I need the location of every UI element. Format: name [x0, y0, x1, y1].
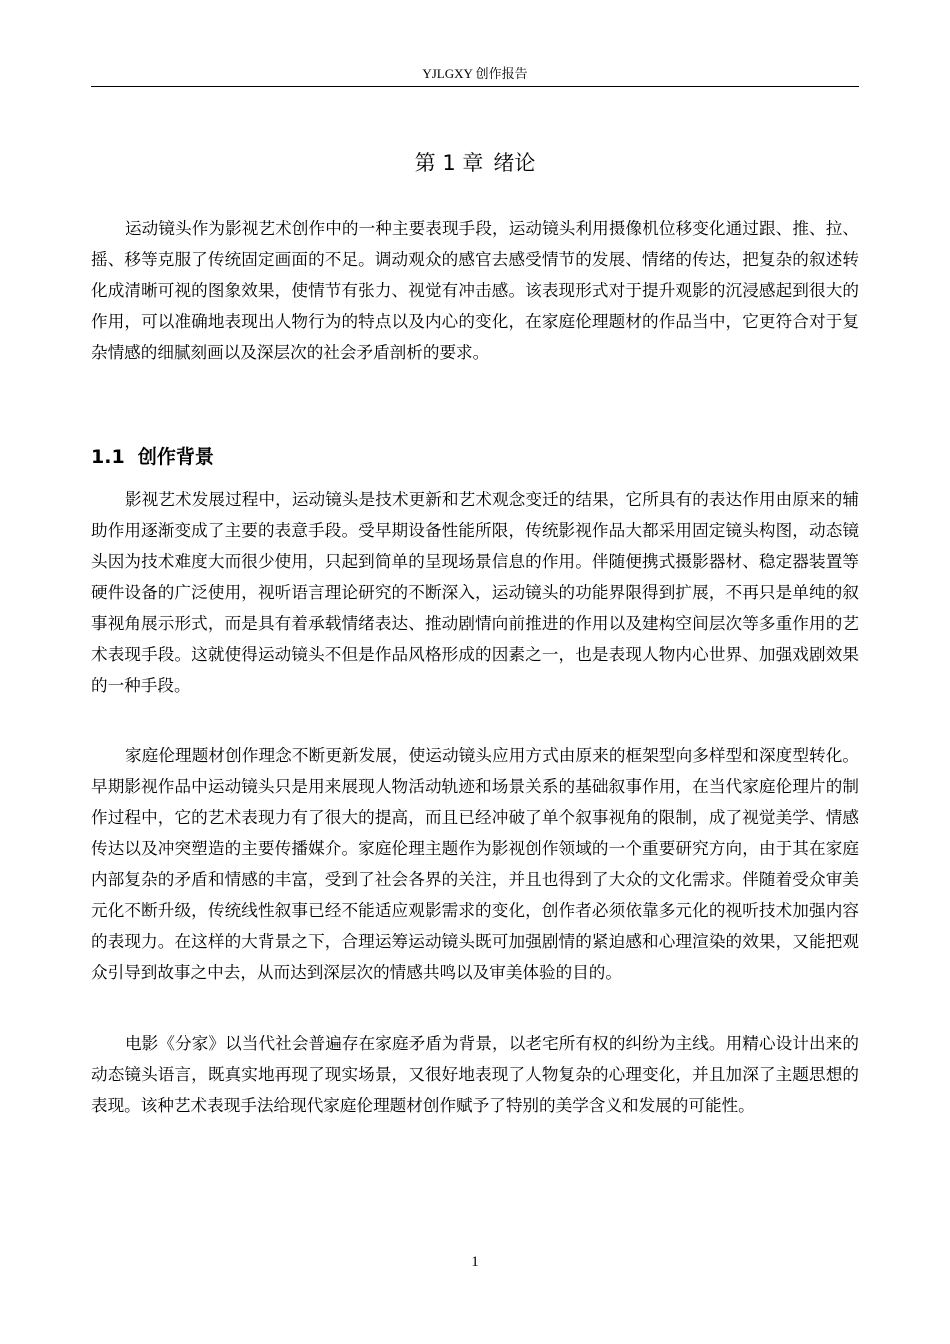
chapter-number: 第 1 章 [414, 151, 484, 175]
page-number: 1 [471, 1254, 479, 1270]
section-title [91, 442, 859, 472]
body-paragraph: 电影《分家》以当代社会普遍存在家庭矛盾为背景，以老宅所有权的纠纷为主线。用精心设计出来的动态镜头语言，既真实地再现了现实场景，又很好地表现了人物复杂的心理变化，并且加深了主题思想的表现。该种艺术表现手法给现代家庭伦理题材创作赋予了特别的美学含义和发展的可能性。 [91, 1034, 859, 1115]
intro-paragraph: 运动镜头作为影视艺术创作中的一种主要表现手段，运动镜头利用摄像机位移变化通过跟、推、拉、摇、移等克服了传统固定画面的不足。调动观众的感官去感受情节的发展、情绪的传达，把复杂的叙述转化成清晰可视的图象效果，使情节有张力、视觉有冲击感。该表现形式对于提升观影的沉浸感起到很大的作用，可以准确地表现出人物行为的特点以及内心的变化，在家庭伦理题材的作品当中，它更符合对于复杂情感的细腻刻画以及深层次的社会矛盾剖析的要求。 [91, 219, 859, 362]
body-paragraph: 家庭伦理题材创作理念不断更新发展，使运动镜头应用方式由原来的框架型向多样型和深度型转化。早期影视作品中运动镜头只是用来展现人物活动轨迹和场景关系的基础叙事作用，在当代家庭伦理片的制作过程中，它的艺术表现力有了很大的提高，而且已经冲破了单个叙事视角的限制，成了视觉美学、情感传达以及冲突塑造的主要传播媒介。家庭伦理主题作为影视创作领域的一个重要研究方向，由于其在家庭内部复杂的矛盾和情感的丰富，受到了社会各界的关注，并且也得到了大众的文化需求。伴随着受众审美元化不断升级，传统线性叙事已经不能适应观影需求的变化，创作者必须依靠多元化的视听技术加强内容的表现力。在这样的大背景之下，合理运筹运动镜头既可加强剧情的紧迫感和心理渲染的效果，又能把观众引导到故事之中去，从而达到深层次的情感共鸣以及审美体验的目的。 [91, 746, 859, 982]
running-header: YJLGXY 创作报告 [422, 66, 528, 81]
section-number: 1.1 [91, 446, 125, 468]
body-paragraph: 影视艺术发展过程中，运动镜头是技术更新和艺术观念变迁的结果，它所具有的表达作用由原来的辅助作用逐渐变成了主要的表意手段。受早期设备性能所限，传统影视作品大都采用固定镜头构图，动态镜头因为技术难度大而很少使用，只起到简单的呈现场景信息的作用。伴随便携式摄影器材、稳定器装置等硬件设备的广泛使用，视听语言理论研究的不断深入，运动镜头的功能界限得到扩展，不再只是单纯的叙事视角展示形式，而是具有着承载情绪表达、推动剧情向前推进的作用以及建构空间层次等多重作用的艺术表现手段。这就使得运动镜头不但是作品风格形成的因素之一，也是表现人物内心世界、加强戏剧效果的一种手段。 [91, 490, 859, 695]
header-rule [91, 86, 859, 87]
chapter-title [0, 148, 950, 178]
chapter-name: 绪论 [493, 151, 536, 175]
section-name: 创作背景 [137, 446, 214, 468]
